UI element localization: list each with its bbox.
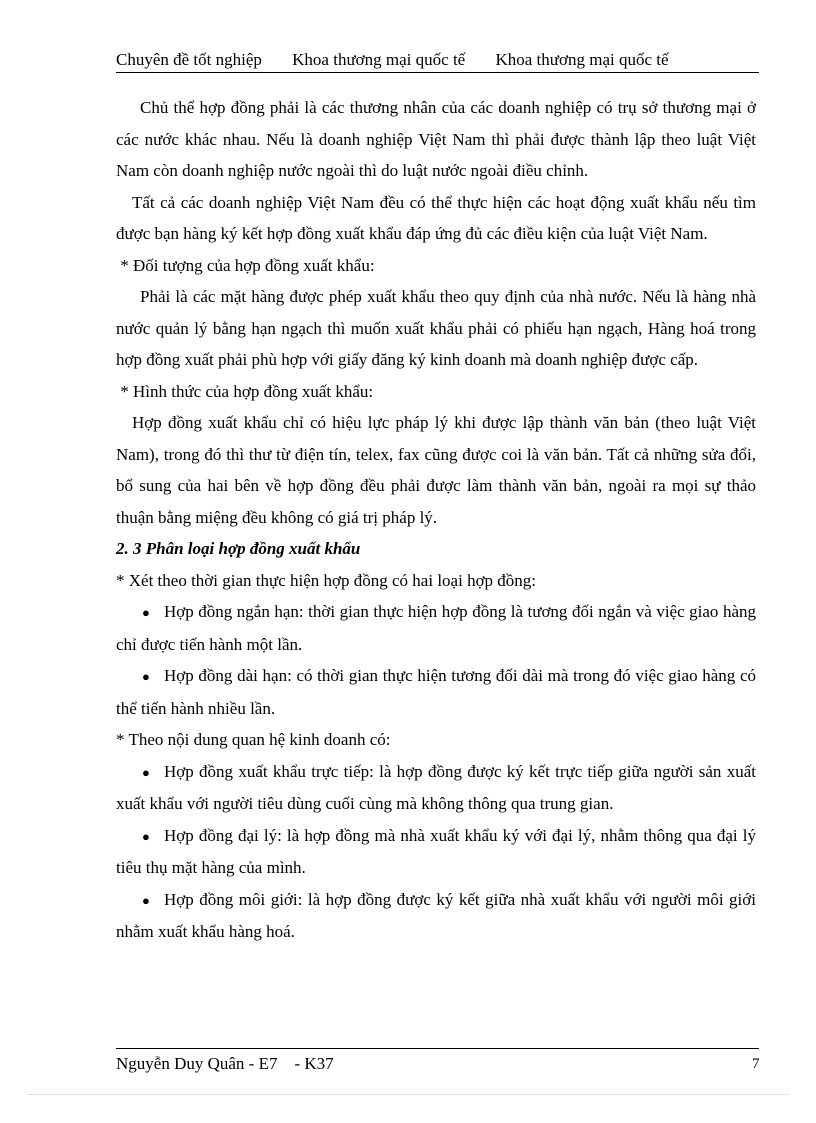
paragraph-object: Phải là các mặt hàng được phép xuất khẩu theo quy định của nhà nước. Nếu là hàng nhà nước quản lý bằng hạn ngạch thì muốn xuất khẩu phải có phiếu hạn ngạch, Hàng hoá trong hợp đồng xuất phải phù hợp với giấy đăng ký kinh doanh mà doanh nghiệp được cấp. [116, 287, 756, 369]
heading-by-time: * Xét theo thời gian thực hiện hợp đồng có hai loại hợp đồng: [116, 570, 537, 590]
list-item [116, 884, 756, 948]
list-item-text: Hợp đồng xuất khẩu trực tiếp: là hợp đồng được ký kết trực tiếp giữa người sản xuất xuất khẩu với người tiêu dùng cuối cùng mà không thông qua trung gian. [116, 761, 756, 813]
bullet-icon: ● [142, 669, 150, 684]
paragraph-parties: Chủ thể hợp đồng phải là các thương nhân của các doanh nghiệp có trụ sở thương mại ở các nước khác nhau. Nếu là doanh nghiệp Việt Nam thì phải được thành lập theo luật Việt Nam còn doanh nghiệp nước ngoài thì do luật nước ngoài điều chỉnh. [116, 98, 756, 180]
list-item [116, 660, 756, 724]
footer-author: Nguyễn Duy Quân - E7 - K37 [116, 1054, 334, 1073]
paragraph-enterprises: Tất cả các doanh nghiệp Việt Nam đều có thể thực hiện các hoạt động xuất khẩu nếu tìm được bạn hàng ký kết hợp đồng xuất khẩu đáp ứng đủ các điều kiện của luật Việt Nam. [116, 192, 756, 243]
list-item-text: Hợp đồng ngắn hạn: thời gian thực hiện hợp đồng là tương đối ngắn và việc giao hàng chỉ được tiến hành một lần. [116, 602, 756, 654]
paragraph-form: Hợp đồng xuất khẩu chỉ có hiệu lực pháp lý khi được lập thành văn bản (theo luật Việt Nam), trong đó thì thư từ điện tín, telex, fax cũng được coi là văn bản. Tất cả những sửa đổi, bổ sung của hai bên về hợp đồng đều phải được làm thành văn bản, ngoài ra mọi sự thảo thuận bằng miệng đều không có giá trị pháp lý. [116, 413, 756, 527]
page-number: 7 [752, 1056, 760, 1072]
section-title: 2. 3 Phân loại hợp đồng xuất khẩu [116, 539, 361, 558]
list-item-text: Hợp đồng đại lý: là hợp đồng mà nhà xuất khẩu ký với đại lý, nhằm thông qua đại lý tiêu thụ mặt hàng của mình. [116, 825, 756, 877]
footer-rule [116, 1048, 759, 1049]
list-item [116, 820, 756, 884]
header-left: Chuyên đề tốt nghiệp [116, 50, 262, 69]
header-rule [116, 72, 759, 73]
bullet-icon: ● [142, 764, 150, 780]
heading-by-content: * Theo nội dung quan hệ kinh doanh có: [116, 730, 391, 749]
list-item-text: Hợp đồng môi giới: là hợp đồng được ký kết giữa nhà xuất khẩu với người môi giới nhằm xuất khẩu hàng hoá. [116, 889, 756, 941]
header-middle: Khoa thương mại quốc tế [292, 50, 466, 69]
bullet-icon: ● [142, 828, 150, 844]
page-header [116, 50, 759, 70]
list-item [116, 596, 756, 660]
bullet-icon: ● [142, 892, 150, 908]
document-body [116, 92, 756, 948]
bullet-icon: ● [142, 605, 150, 620]
heading-object: * Đối tượng của hợp đồng xuất khẩu: [116, 255, 375, 275]
page-edge-divider [28, 1094, 788, 1095]
list-item-text: Hợp đồng dài hạn: có thời gian thực hiện tương đối dài mà trong đó việc giao hàng có thể tiến hành nhiều lần. [116, 666, 756, 718]
list-item [116, 756, 756, 820]
header-right: Khoa thương mại quốc tế [495, 50, 669, 69]
heading-form: * Hình thức của hợp đồng xuất khẩu: [116, 381, 374, 401]
